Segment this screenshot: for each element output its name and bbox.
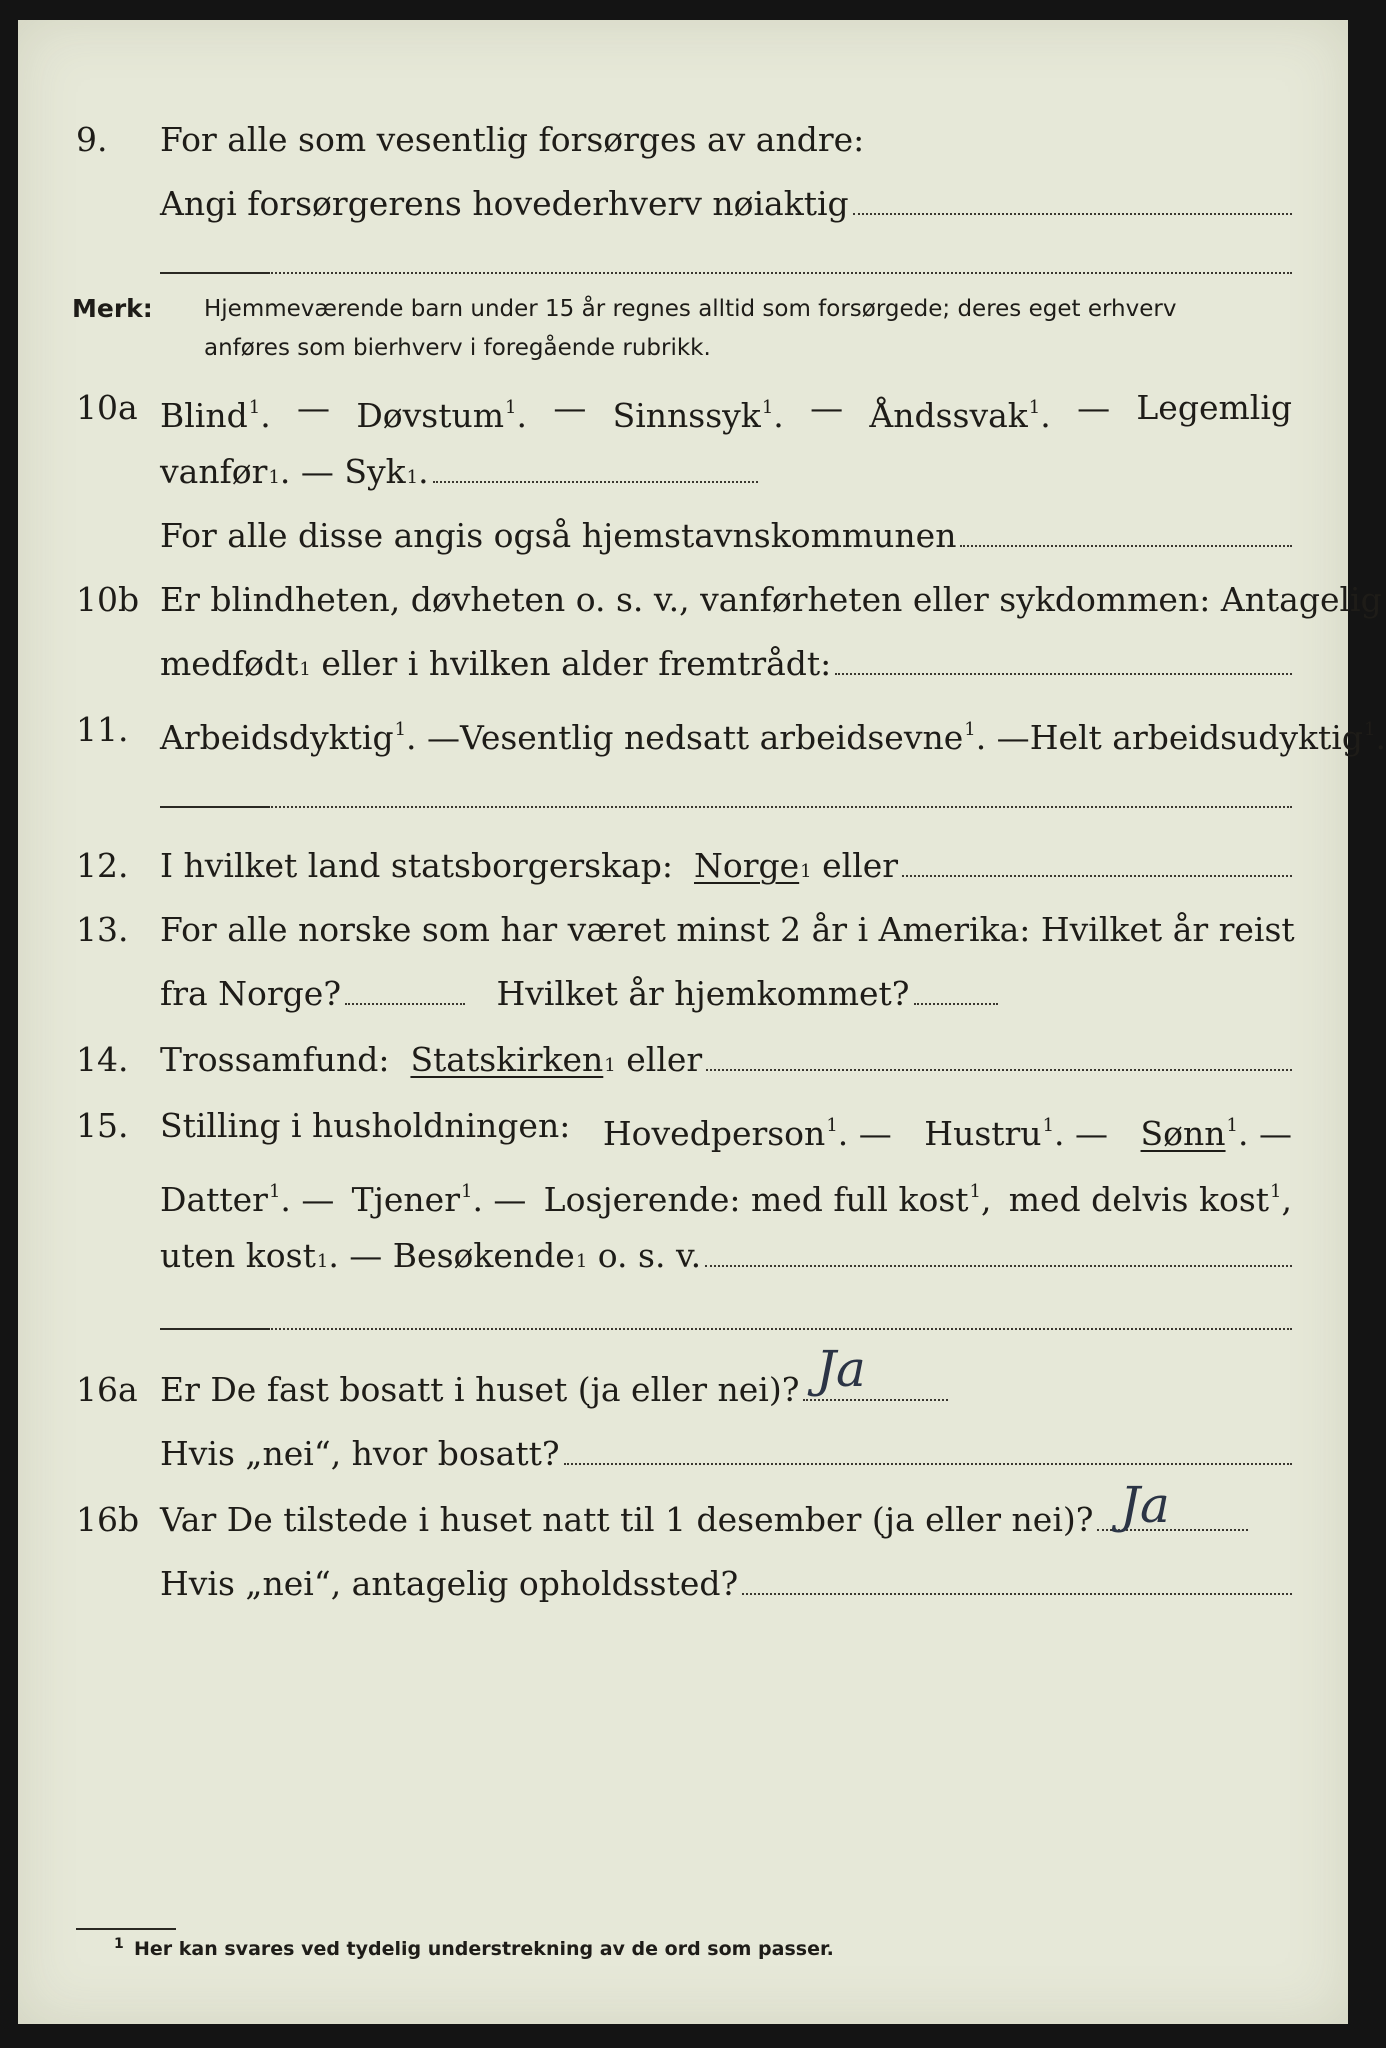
note-line: anføres som bierhverv i foregående rubrikk.	[204, 335, 711, 361]
answer-field[interactable]	[706, 1068, 1292, 1071]
question-number: 16a	[76, 1370, 138, 1409]
question-text: fra Norge?	[160, 974, 342, 1013]
option-syk[interactable]: Syk	[344, 452, 406, 491]
question-14	[18, 1038, 1348, 1098]
option-besokende[interactable]: Besøkende	[392, 1236, 575, 1275]
option-blind[interactable]: Blind	[160, 396, 248, 435]
question-10b	[18, 578, 1382, 638]
question-text: Var De tilstede i huset natt til 1 desember (ja eller nei)?	[160, 1500, 1094, 1539]
option-sinnssyk[interactable]: Sinnssyk	[612, 396, 761, 435]
question-text: Hvis „nei“, antagelig opholdssted?	[160, 1564, 739, 1603]
option-arbeidsudyktig[interactable]: Helt arbeidsudyktig	[1029, 718, 1363, 757]
option-nedsatt-arbeidsevne[interactable]: Vesentlig nedsatt arbeidsevne	[460, 718, 964, 757]
footnote-divider	[76, 1928, 176, 1930]
question-text: o. s. v.	[597, 1236, 702, 1275]
footnote-mark: 1	[268, 1181, 281, 1202]
question-10b-line-2	[18, 642, 1348, 702]
note-line: Hjemmeværende barn under 15 år regnes alltid som forsørgede; deres eget erhverv	[204, 296, 1177, 322]
option-uten-kost[interactable]: uten kost	[160, 1236, 316, 1275]
separator: —	[300, 452, 334, 491]
answer-field[interactable]	[835, 672, 1292, 675]
footnote-mark: 1	[761, 397, 774, 418]
answer-line[interactable]	[160, 1328, 1292, 1330]
answer-field[interactable]	[705, 1264, 1292, 1267]
question-number: 15.	[76, 1106, 129, 1145]
footnote-mark: 1	[505, 397, 517, 418]
footnote-mark: 1	[826, 1115, 838, 1136]
option-tjener[interactable]: Tjener	[351, 1180, 460, 1219]
question-15-line-2: Datter$^1$. — Tjener$^1$. — Losjerende: med full kost$^1$, med delvis kost$^1$,	[160, 1180, 1292, 1219]
handwritten-answer: Ja	[816, 1340, 866, 1398]
option-norge-selected[interactable]: Norge	[694, 846, 800, 885]
footnote-text: Her kan svares ved tydelig understrekning av de ord som passer.	[134, 1938, 834, 1960]
option-vanfor[interactable]: vanfør	[160, 452, 268, 491]
answer-field[interactable]	[914, 1002, 999, 1005]
footnote-marker: 1	[114, 1936, 124, 1952]
footnote-mark: 1	[964, 719, 976, 740]
footnote-mark: 1	[394, 719, 407, 740]
footnote-mark: 1	[1363, 719, 1376, 740]
footnote-mark: 1	[1028, 397, 1041, 418]
question-text: For alle som vesentlig forsørges av andre:	[160, 120, 865, 159]
note-text	[204, 290, 1292, 368]
option-andssvak[interactable]: Åndssvak	[869, 396, 1028, 435]
question-15-line-3: uten kost 1 . — Besøkende 1 o. s. v.	[18, 1234, 1348, 1294]
footnote	[114, 1936, 834, 1960]
answer-field[interactable]	[902, 874, 1292, 877]
question-13	[18, 908, 1348, 968]
note-label: Merk:	[72, 294, 153, 323]
footnote-mark: 1	[248, 397, 261, 418]
footnote-mark: 1	[1042, 1115, 1055, 1136]
separator: —	[1077, 388, 1111, 427]
separator: —	[553, 388, 587, 427]
question-number: 13.	[76, 910, 129, 949]
question-text: Hvis „nei“, hvor bosatt?	[160, 1434, 560, 1473]
question-number: 14.	[76, 1040, 129, 1079]
question-text: For alle norske som har været minst 2 år i Amerika: Hvilket år reist	[160, 910, 1295, 949]
question-16b-line-2	[18, 1562, 1348, 1622]
question-number: 12.	[76, 846, 129, 885]
option-medfodt[interactable]: medfødt	[160, 644, 299, 683]
footnote-mark: 1	[268, 467, 280, 488]
footnote-mark: 1	[460, 1181, 473, 1202]
question-text: Er blindheten, døvheten o. s. v., vanførheten eller sykdommen: Antagelig	[160, 580, 1382, 619]
question-text: Stilling i husholdningen:	[160, 1106, 571, 1145]
option-full-kost[interactable]: Losjerende: med full kost	[543, 1180, 969, 1219]
answer-field[interactable]	[960, 544, 1292, 547]
question-16a	[18, 1368, 1348, 1428]
question-10a-line-2: vanfør 1 . — Syk 1 .	[18, 450, 1348, 510]
option-delvis-kost[interactable]: med delvis kost	[1008, 1180, 1270, 1219]
question-number: 16b	[76, 1500, 140, 1539]
answer-field[interactable]	[853, 212, 1292, 215]
question-13-line-2	[18, 972, 1348, 1032]
footnote-mark: 1	[575, 1251, 588, 1272]
separator: —	[810, 388, 844, 427]
answer-field[interactable]	[742, 1592, 1292, 1595]
census-form-page	[18, 20, 1386, 2024]
footnote-mark: 1	[800, 861, 812, 882]
option-hovedperson[interactable]: Hovedperson	[602, 1114, 826, 1153]
option-datter[interactable]: Datter	[160, 1180, 268, 1219]
question-text: Angi forsørgerens hovederhverv nøiaktig	[160, 184, 849, 223]
question-text: Hvilket år hjemkommet?	[496, 974, 910, 1013]
question-text: eller	[626, 1040, 703, 1079]
answer-field[interactable]	[345, 1002, 465, 1005]
footnote-mark: 1	[1226, 1115, 1238, 1136]
separator: —	[297, 388, 331, 427]
question-10a-line-3	[18, 514, 1348, 574]
footnote-mark: 1	[406, 467, 419, 488]
question-text: Trossamfund:	[160, 1040, 390, 1079]
option-arbeidsdyktig[interactable]: Arbeidsdyktig	[160, 718, 394, 757]
option-sonn-selected[interactable]: Sønn	[1140, 1114, 1226, 1153]
question-text: I hvilket land statsborgerskap:	[160, 846, 674, 885]
footnote-mark: 1	[1270, 1181, 1282, 1202]
footnote-mark: 1	[604, 1055, 616, 1076]
question-number: 10a	[76, 388, 138, 427]
question-9	[18, 118, 1348, 178]
question-12	[18, 844, 1348, 904]
question-text: For alle disse angis også hjemstavnskommunen	[160, 516, 957, 555]
question-11: 11. Arbeidsdyktig$^1$. — Vesentlig nedsatt arbeidsevne$^1$. — Helt arbeidsudyktig$^1$.	[76, 710, 1386, 757]
option-legemlig[interactable]: Legemlig	[1136, 388, 1292, 427]
question-text: eller i hvilken alder fremtrådt:	[321, 644, 832, 683]
option-dovstum[interactable]: Døvstum	[356, 396, 505, 435]
footnote-mark: 1	[316, 1251, 329, 1272]
question-number: 9.	[76, 120, 108, 159]
footnote-mark: 1	[299, 659, 311, 680]
question-10a: 10a Blind$^1$. — Døvstum$^1$. — Sinnssyk$^1$. — Åndssvak$^1$. — Legemlig	[18, 386, 1348, 446]
option-hustru[interactable]: Hustru	[924, 1114, 1042, 1153]
footnote-mark: 1	[969, 1181, 981, 1202]
question-text: Er De fast bosatt i huset (ja eller nei)?	[160, 1370, 800, 1409]
option-statskirken-selected[interactable]: Statskirken	[410, 1040, 604, 1079]
question-number: 11.	[76, 710, 129, 749]
answer-field[interactable]	[803, 1398, 948, 1401]
handwritten-answer: Ja	[1120, 1476, 1170, 1534]
question-number: 10b	[76, 580, 140, 619]
question-text: eller	[822, 846, 899, 885]
answer-field[interactable]	[433, 480, 758, 483]
answer-line[interactable]	[160, 806, 1292, 808]
answer-field[interactable]	[564, 1462, 1292, 1465]
answer-line[interactable]	[160, 272, 1292, 274]
question-15: 15. Stilling i husholdningen: Hovedperson$^1$. — Hustru$^1$. — Sønn$^1$. —	[18, 1104, 1348, 1164]
question-9-line-2	[18, 182, 1348, 242]
